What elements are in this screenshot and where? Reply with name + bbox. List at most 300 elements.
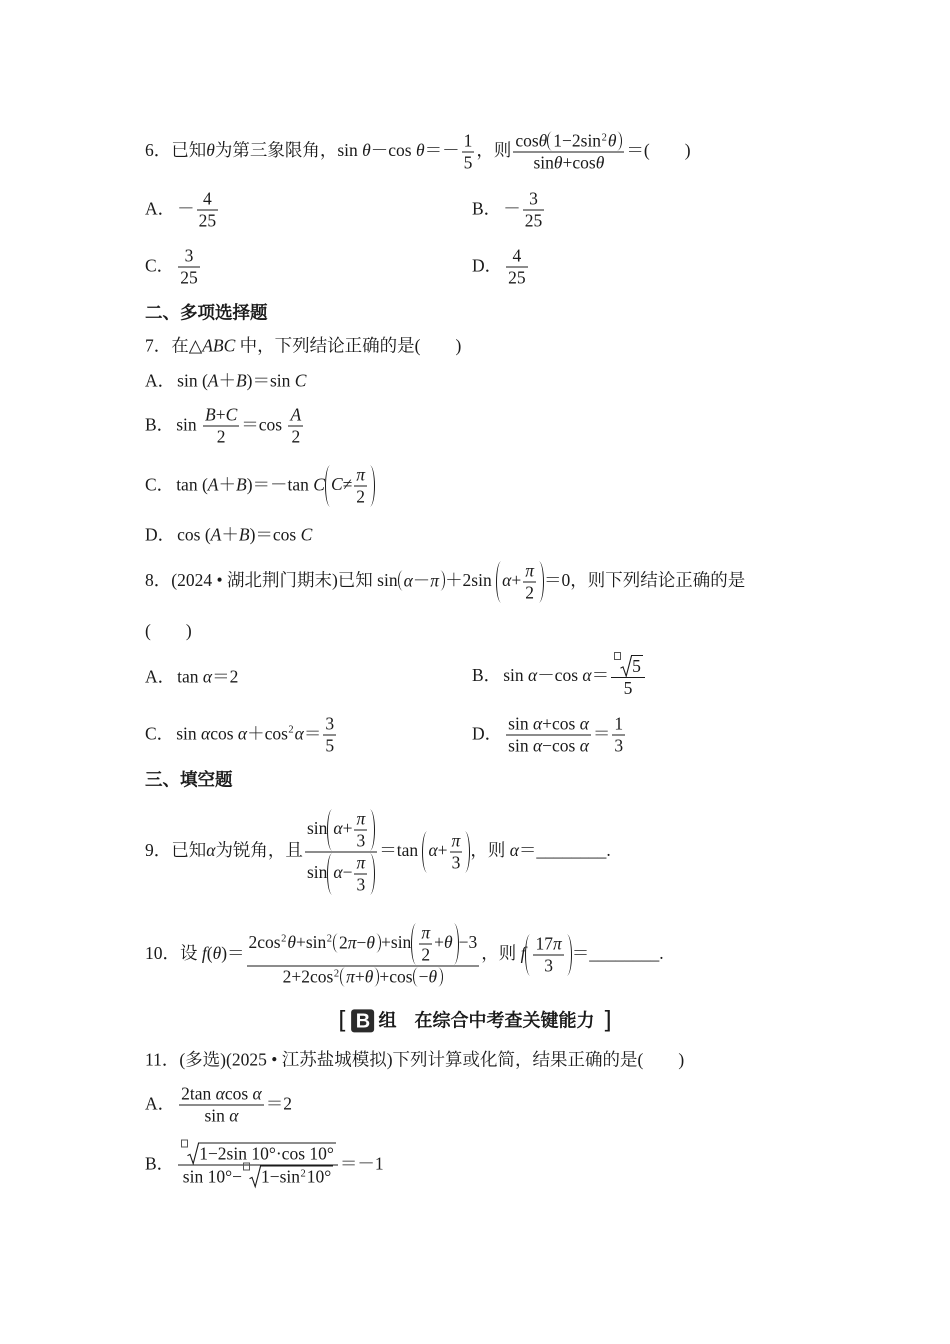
group-title: 在综合中考查关键能力 bbox=[414, 1010, 595, 1032]
fraction-denominator bbox=[450, 852, 463, 874]
math-variable: α bbox=[202, 666, 213, 687]
option-expression bbox=[177, 667, 238, 687]
math-text: 25 bbox=[180, 267, 198, 288]
math-text: 1 bbox=[614, 713, 624, 734]
parenthesized-group bbox=[525, 934, 571, 977]
fraction-denominator bbox=[354, 830, 367, 852]
option-label: D． bbox=[472, 723, 503, 744]
fraction bbox=[197, 189, 219, 232]
math-text: 11．(多选)(2025 • 江苏盐城模拟)下列计算或化简，结果正确的是( ) bbox=[145, 1049, 685, 1070]
math-variable: B bbox=[235, 370, 247, 391]
math-text: ＝0，则下列结论正确的是 bbox=[543, 570, 746, 591]
math-text: )＝sin bbox=[246, 370, 295, 391]
option-label: C． bbox=[145, 723, 175, 744]
math-text: 2 bbox=[216, 426, 226, 447]
math-text: + bbox=[434, 932, 444, 953]
math-text: 3 bbox=[356, 874, 366, 895]
fraction bbox=[506, 714, 591, 757]
math-text: − bbox=[418, 966, 429, 987]
math-text: ，则 bbox=[470, 840, 510, 861]
math-variable: α bbox=[333, 818, 343, 839]
math-text: 5 bbox=[325, 735, 335, 756]
math-text: +cos bbox=[379, 966, 413, 987]
math-text: + bbox=[354, 966, 365, 987]
math-text: 2 bbox=[525, 582, 534, 603]
fraction-denominator bbox=[354, 486, 367, 508]
math-variable: α bbox=[333, 862, 343, 883]
math-text: cos bbox=[224, 1083, 253, 1104]
math-text: ＝ bbox=[592, 723, 611, 744]
math-text: )＝－tan bbox=[246, 474, 314, 495]
math-text: ＝－ bbox=[424, 140, 460, 161]
fraction-numerator bbox=[611, 655, 645, 677]
math-text: 25 bbox=[508, 267, 526, 288]
math-text: 3 bbox=[614, 735, 624, 756]
option-expression bbox=[177, 188, 220, 231]
math-variable: π bbox=[356, 464, 366, 485]
math-variable: α bbox=[252, 1083, 262, 1104]
math-variable: α bbox=[294, 723, 304, 744]
option-expression bbox=[176, 1143, 384, 1187]
math-text: ＝( ) bbox=[626, 140, 691, 161]
math-variable: π bbox=[525, 560, 534, 581]
superscript: 2 bbox=[300, 1168, 306, 1180]
option-label: A． bbox=[145, 198, 176, 219]
question-6-option-a bbox=[145, 189, 220, 232]
math-variable: A bbox=[207, 370, 219, 391]
fraction bbox=[462, 131, 475, 174]
math-text: － bbox=[177, 198, 195, 219]
fraction-denominator bbox=[197, 210, 219, 232]
math-variable: C bbox=[313, 474, 325, 495]
math-text: + bbox=[437, 840, 448, 861]
question-7-stem bbox=[145, 335, 461, 358]
fraction bbox=[612, 714, 625, 757]
math-text: sin bbox=[508, 713, 533, 734]
math-text: ＝________. bbox=[571, 943, 664, 964]
fraction bbox=[203, 405, 239, 448]
fraction-numerator bbox=[288, 405, 303, 426]
math-text: sin bbox=[204, 1105, 230, 1126]
fraction bbox=[305, 809, 377, 896]
fraction bbox=[450, 831, 463, 874]
math-text: ＋2sin bbox=[445, 570, 497, 591]
fraction-denominator bbox=[523, 582, 536, 604]
fraction-denominator bbox=[611, 677, 645, 699]
math-variable: θ bbox=[206, 140, 215, 161]
math-text: －cos bbox=[537, 665, 583, 686]
option-label: B． bbox=[145, 414, 175, 435]
math-text: 17 bbox=[535, 933, 553, 954]
fraction-numerator bbox=[323, 714, 336, 735]
fraction-numerator bbox=[506, 714, 591, 735]
math-text: sin bbox=[176, 723, 201, 744]
math-text: ＝________. bbox=[518, 840, 611, 861]
math-variable: α bbox=[201, 723, 211, 744]
fraction-denominator bbox=[354, 874, 367, 896]
math-text: 10° bbox=[306, 1166, 332, 1187]
math-variable: θ bbox=[212, 943, 222, 964]
fraction bbox=[506, 246, 528, 289]
math-variable: α bbox=[579, 713, 589, 734]
fraction-numerator bbox=[354, 853, 367, 874]
math-text: ，则 bbox=[476, 140, 512, 161]
math-variable: α bbox=[428, 840, 438, 861]
math-text: sin ( bbox=[177, 370, 208, 391]
fraction-numerator bbox=[533, 934, 563, 955]
fraction-numerator bbox=[523, 189, 545, 210]
fraction-denominator bbox=[506, 735, 591, 757]
fraction-numerator bbox=[419, 923, 432, 944]
fraction-denominator bbox=[513, 152, 624, 174]
math-text: cos bbox=[210, 723, 238, 744]
fraction-denominator bbox=[178, 267, 200, 289]
option-expression bbox=[503, 188, 546, 231]
question-8-option-a bbox=[145, 666, 238, 689]
math-text: sin bbox=[508, 735, 533, 756]
math-variable: B bbox=[205, 404, 216, 425]
fraction bbox=[179, 1084, 264, 1127]
option-expression bbox=[177, 525, 312, 545]
fraction-numerator bbox=[197, 189, 219, 210]
fraction bbox=[523, 561, 536, 604]
math-text: 为第三象限角，sin bbox=[214, 140, 363, 161]
math-text: cos bbox=[515, 130, 539, 151]
math-text: ＝2 bbox=[265, 1093, 292, 1114]
fraction bbox=[533, 934, 563, 977]
math-text: +cos bbox=[542, 713, 580, 734]
fraction-denominator bbox=[462, 152, 475, 174]
math-variable: θ bbox=[428, 966, 438, 987]
math-text: sin bbox=[306, 862, 328, 883]
math-variable: f bbox=[520, 943, 526, 964]
fraction-numerator bbox=[513, 131, 624, 152]
math-text: )＝ bbox=[221, 943, 245, 964]
math-variable: α bbox=[403, 570, 413, 591]
math-variable: α bbox=[509, 840, 519, 861]
superscript: 2 bbox=[326, 933, 332, 945]
math-variable: π bbox=[430, 570, 440, 591]
option-label: C． bbox=[145, 255, 175, 276]
math-text: sin bbox=[533, 152, 554, 173]
math-text: 1−sin bbox=[260, 1166, 301, 1187]
math-text: + bbox=[511, 570, 522, 591]
math-variable: A bbox=[207, 474, 219, 495]
option-label: B． bbox=[145, 1153, 175, 1174]
math-variable: θ bbox=[362, 140, 371, 161]
math-text: 25 bbox=[198, 210, 217, 231]
option-label: A． bbox=[145, 1093, 176, 1114]
math-text: 2tan bbox=[181, 1083, 216, 1104]
math-text: 3 bbox=[544, 955, 553, 976]
math-variable: α bbox=[528, 665, 538, 686]
parenthesized-group bbox=[333, 932, 381, 953]
math-text: 3 bbox=[184, 245, 194, 266]
fraction-denominator bbox=[419, 944, 432, 966]
parenthesized-group bbox=[496, 561, 544, 604]
fraction-numerator bbox=[178, 246, 200, 267]
math-variable: θ bbox=[415, 140, 425, 161]
fraction-numerator bbox=[462, 131, 475, 152]
math-variable: π bbox=[347, 932, 357, 953]
math-text: 5 bbox=[623, 678, 633, 698]
math-text: 2+2cos bbox=[282, 966, 334, 987]
fraction-numerator bbox=[612, 714, 625, 735]
math-variable: θ bbox=[364, 966, 374, 987]
math-variable: θ bbox=[287, 932, 296, 953]
math-text: +sin bbox=[295, 932, 327, 953]
question-8-option-b bbox=[472, 655, 647, 699]
math-variable: π bbox=[421, 922, 431, 943]
math-variable: B bbox=[235, 474, 247, 495]
math-text: 4 bbox=[512, 245, 522, 266]
question-8-answer-blank: ( ) bbox=[145, 620, 192, 641]
math-text: ( bbox=[206, 943, 213, 964]
fraction-numerator bbox=[179, 1084, 264, 1105]
math-text: sin bbox=[503, 665, 528, 686]
math-text: − bbox=[342, 862, 353, 883]
fraction-denominator bbox=[288, 426, 303, 448]
math-variable: π bbox=[346, 966, 355, 987]
option-label: D． bbox=[145, 524, 176, 545]
math-text: tan bbox=[177, 666, 203, 687]
math-text: ＝2 bbox=[212, 666, 239, 687]
math-variable: α bbox=[502, 570, 512, 591]
math-text: 5 bbox=[632, 656, 641, 676]
section-heading-multiple-choice: 二、多项选择题 bbox=[145, 302, 268, 323]
math-text: 3 bbox=[356, 830, 366, 851]
math-variable: θ bbox=[538, 130, 548, 151]
fraction-denominator bbox=[247, 966, 480, 988]
math-variable: α bbox=[206, 840, 216, 861]
math-text: 3 bbox=[325, 713, 335, 734]
math-text: ＝ bbox=[303, 723, 322, 744]
option-expression bbox=[177, 371, 306, 391]
superscript: 2 bbox=[601, 132, 607, 144]
math-text: 2 bbox=[339, 932, 348, 953]
fraction-numerator bbox=[523, 561, 536, 582]
math-text: +cos bbox=[562, 152, 596, 173]
fraction-denominator bbox=[203, 426, 239, 448]
fraction bbox=[513, 131, 624, 174]
option-expression bbox=[504, 245, 530, 288]
fraction-denominator bbox=[179, 1105, 264, 1127]
fraction-numerator bbox=[178, 1143, 338, 1165]
math-text: ，则 bbox=[481, 943, 521, 964]
option-label: D． bbox=[472, 255, 503, 276]
math-text: 6．已知 bbox=[145, 140, 207, 161]
math-text: −3 bbox=[458, 932, 478, 953]
option-expression bbox=[176, 245, 202, 288]
fraction bbox=[323, 714, 336, 757]
question-7-option-b bbox=[145, 405, 305, 448]
question-6-option-b bbox=[472, 189, 546, 232]
option-expression bbox=[504, 713, 627, 756]
group-label: 组 bbox=[378, 1010, 397, 1032]
math-variable: A bbox=[210, 524, 222, 545]
question-7-option-a bbox=[145, 370, 306, 393]
parenthesized-group bbox=[340, 967, 379, 988]
math-text: 2 bbox=[356, 486, 366, 507]
math-text: ＝ bbox=[591, 665, 610, 686]
fraction bbox=[611, 655, 645, 699]
fraction bbox=[178, 246, 200, 289]
math-text: − bbox=[356, 932, 367, 953]
fraction bbox=[178, 1143, 338, 1188]
question-11-stem bbox=[145, 1049, 684, 1072]
math-variable: θ bbox=[607, 130, 617, 151]
option-expression bbox=[503, 656, 647, 698]
superscript: 2 bbox=[288, 724, 294, 736]
math-variable: π bbox=[356, 852, 366, 873]
option-label: B． bbox=[472, 665, 502, 686]
math-text: ＋cos bbox=[247, 723, 288, 744]
math-text: )＝cos bbox=[249, 524, 301, 545]
math-text: －cos bbox=[370, 140, 416, 161]
math-text: 10．设 bbox=[145, 943, 202, 964]
fraction-numerator bbox=[450, 831, 463, 852]
superscript: 2 bbox=[281, 933, 287, 945]
math-text: ＋ bbox=[218, 370, 236, 391]
math-text: － bbox=[503, 198, 521, 219]
parenthesized-group bbox=[325, 465, 375, 508]
option-expression bbox=[176, 464, 375, 507]
math-text: 9．已知 bbox=[145, 840, 207, 861]
math-text: ＋ bbox=[218, 474, 236, 495]
math-variable: C bbox=[294, 370, 307, 391]
fraction-numerator bbox=[203, 405, 239, 426]
parenthesized-group bbox=[413, 967, 443, 988]
radical-sign bbox=[249, 1166, 261, 1188]
parenthesized-group bbox=[422, 831, 470, 874]
math-variable: α bbox=[579, 735, 589, 756]
fraction-denominator bbox=[305, 852, 377, 896]
question-8-option-d bbox=[472, 714, 627, 757]
math-text: 8．(2024 • 湖北荆门期末)已知 sin bbox=[145, 570, 398, 591]
parenthesized-group bbox=[327, 853, 375, 896]
math-variable: α bbox=[215, 1083, 225, 1104]
square-root bbox=[620, 655, 643, 677]
math-text: sin bbox=[306, 818, 328, 839]
parenthesized-group bbox=[327, 809, 375, 852]
math-variable: θ bbox=[443, 932, 453, 953]
fraction bbox=[419, 923, 432, 966]
option-expression bbox=[176, 404, 305, 447]
option-label: A． bbox=[145, 666, 176, 687]
fraction bbox=[354, 465, 367, 508]
fraction-denominator bbox=[323, 735, 336, 757]
fraction-numerator bbox=[354, 809, 367, 830]
right-bracket: ] bbox=[602, 1006, 612, 1035]
superscript: 2 bbox=[333, 968, 340, 980]
math-text: ＝tan bbox=[379, 840, 423, 861]
math-text: 中，下列结论正确的是( ) bbox=[235, 335, 462, 356]
math-text: 2cos bbox=[248, 932, 281, 953]
math-variable: θ bbox=[595, 152, 605, 173]
math-variable: π bbox=[356, 808, 366, 829]
question-8-option-c bbox=[145, 714, 338, 757]
radical-sign bbox=[620, 655, 632, 677]
fraction-denominator bbox=[178, 1165, 338, 1188]
option-label: A． bbox=[145, 370, 176, 391]
math-text: 为锐角，且 bbox=[215, 840, 303, 861]
math-text: −cos bbox=[542, 735, 580, 756]
math-variable: α bbox=[532, 713, 543, 734]
fraction bbox=[523, 189, 545, 232]
math-text: 3 bbox=[529, 188, 538, 209]
math-text: tan ( bbox=[176, 474, 208, 495]
fraction bbox=[288, 405, 303, 448]
math-variable: C bbox=[300, 524, 313, 545]
fraction-denominator bbox=[506, 267, 528, 289]
fraction-numerator bbox=[247, 923, 480, 966]
square-root bbox=[249, 1166, 333, 1188]
math-variable: ABC bbox=[202, 335, 236, 356]
math-text: 3 bbox=[451, 852, 461, 873]
math-variable: θ bbox=[366, 932, 376, 953]
left-bracket: [ bbox=[338, 1006, 348, 1035]
math-text: + bbox=[342, 818, 353, 839]
fraction-denominator bbox=[612, 735, 625, 757]
math-variable: π bbox=[451, 830, 461, 851]
math-variable: B bbox=[238, 524, 250, 545]
math-text: 2 bbox=[291, 426, 301, 447]
math-text: 2 bbox=[421, 944, 431, 965]
parenthesized-group bbox=[398, 569, 445, 592]
question-11-option-b bbox=[145, 1143, 384, 1188]
math-variable: A bbox=[290, 404, 302, 425]
math-text: ≠ bbox=[342, 474, 353, 495]
square-root bbox=[187, 1143, 336, 1165]
fraction-denominator bbox=[523, 210, 545, 232]
option-expression bbox=[177, 1083, 292, 1126]
math-text: + bbox=[215, 404, 226, 425]
math-variable: α bbox=[237, 723, 248, 744]
math-variable: f bbox=[201, 943, 207, 964]
option-expression bbox=[176, 713, 338, 756]
question-10 bbox=[145, 923, 664, 988]
question-7-option-d bbox=[145, 524, 312, 547]
fraction bbox=[354, 853, 367, 896]
math-variable: α bbox=[229, 1105, 239, 1126]
math-text: sin bbox=[176, 414, 201, 435]
math-variable: θ bbox=[553, 152, 563, 173]
section-heading-fill-in: 三、填空题 bbox=[145, 769, 233, 790]
option-label: B． bbox=[472, 198, 502, 219]
math-variable: α bbox=[532, 735, 543, 756]
fraction bbox=[247, 923, 480, 988]
math-text: sin 10°− bbox=[182, 1166, 242, 1187]
math-text: 25 bbox=[524, 210, 543, 231]
question-8-stem bbox=[145, 561, 745, 604]
question-6-option-d bbox=[472, 246, 530, 289]
math-text: ＝－1 bbox=[339, 1153, 384, 1174]
fraction-numerator bbox=[354, 465, 367, 486]
fraction-numerator bbox=[506, 246, 528, 267]
math-text: 5 bbox=[463, 152, 473, 173]
math-variable: C bbox=[225, 404, 238, 425]
math-text: 4 bbox=[203, 188, 212, 209]
fraction-numerator bbox=[305, 809, 377, 852]
parenthesized-group bbox=[547, 131, 622, 152]
math-variable: C bbox=[330, 474, 343, 495]
option-label: C． bbox=[145, 474, 175, 495]
radical-sign bbox=[187, 1143, 199, 1165]
math-text: ＋ bbox=[221, 524, 239, 545]
math-text: 7．在△ bbox=[145, 335, 203, 356]
math-text: 1−2sin bbox=[553, 130, 602, 151]
question-7-option-c bbox=[145, 465, 375, 508]
